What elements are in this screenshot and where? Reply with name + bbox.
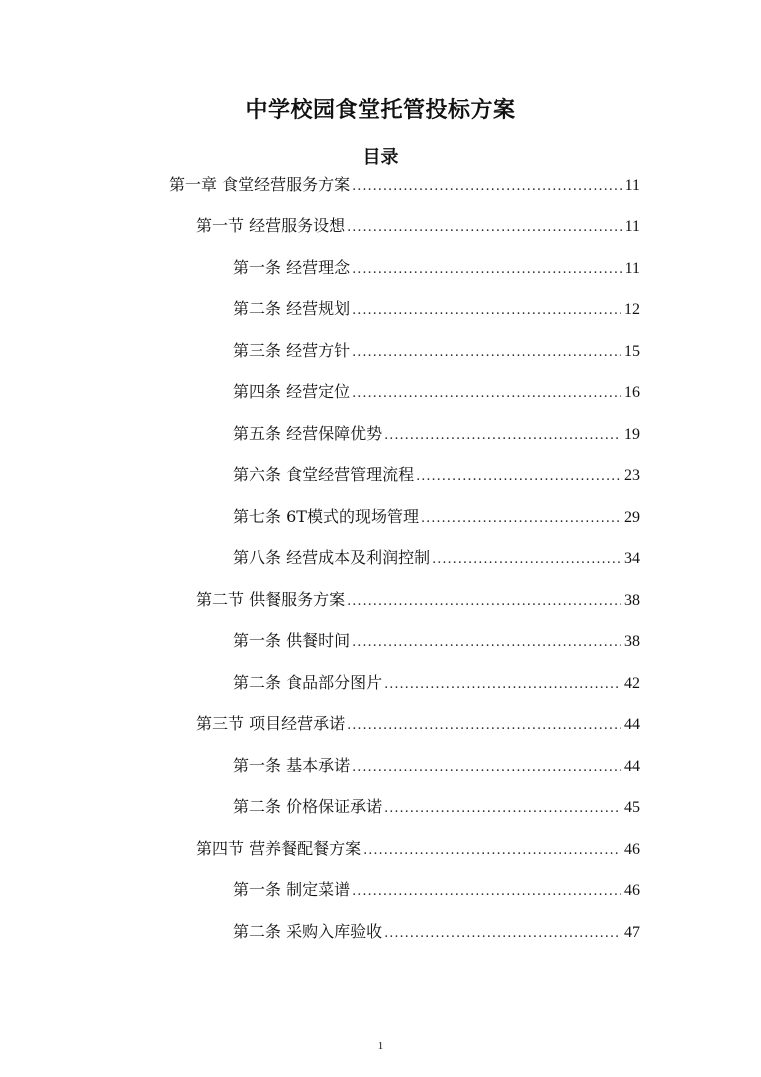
toc-entry-section-1[interactable]	[196, 213, 640, 239]
toc-entry-section-2[interactable]	[196, 587, 640, 613]
toc-entry-label: 第四条 经营定位	[233, 382, 351, 401]
toc-entry-page: 15	[624, 343, 640, 360]
toc-entry-section-3[interactable]	[196, 711, 640, 737]
toc-leader-dots	[347, 589, 621, 615]
toc-entry-page: 38	[624, 633, 640, 650]
toc-entry-label: 第二条 价格保证承诺	[233, 797, 383, 816]
toc-entry-label: 第三条 经营方针	[233, 341, 351, 360]
toc-entry-page: 12	[624, 301, 640, 318]
toc-entry-label: 第四节 营养餐配餐方案	[196, 839, 362, 858]
toc-leader-dots	[352, 174, 622, 200]
toc-entry-page: 34	[624, 550, 640, 567]
toc-entry-chapter-1[interactable]	[169, 172, 640, 198]
toc-entry-article[interactable]	[233, 919, 640, 945]
toc-entry-label: 第三节 项目经营承诺	[196, 714, 346, 733]
toc-leader-dots	[352, 755, 621, 781]
toc-entry-article[interactable]	[233, 753, 640, 779]
toc-leader-dots	[347, 215, 622, 241]
toc-entry-article[interactable]	[233, 338, 640, 364]
toc-entry-label: 第二节 供餐服务方案	[196, 590, 346, 609]
toc-entry-article[interactable]	[233, 545, 640, 571]
toc-entry-page: 46	[624, 841, 640, 858]
toc-entry-page: 19	[624, 426, 640, 443]
toc-entry-article[interactable]	[233, 379, 640, 405]
toc-entry-label: 第一条 制定菜谱	[233, 880, 351, 899]
toc-leader-dots	[421, 506, 621, 532]
toc-entry-article[interactable]	[233, 628, 640, 654]
toc-entry-label: 第二条 经营规划	[233, 299, 351, 318]
toc-entry-article[interactable]	[233, 877, 640, 903]
toc-entry-page: 46	[624, 882, 640, 899]
toc-entry-label: 第一条 供餐时间	[233, 631, 351, 650]
toc-entry-article[interactable]	[233, 670, 640, 696]
toc-entry-label: 第一节 经营服务设想	[196, 216, 346, 235]
toc-entry-label: 第六条 食堂经营管理流程	[233, 465, 415, 484]
toc-entry-article[interactable]	[233, 462, 640, 488]
toc-entry-label: 第七条 6T模式的现场管理	[233, 507, 419, 526]
toc-leader-dots	[384, 423, 621, 449]
toc-entry-page: 23	[624, 467, 640, 484]
toc-entry-page: 16	[624, 384, 640, 401]
toc-entry-page: 42	[624, 675, 640, 692]
toc-entry-article[interactable]	[233, 255, 640, 281]
toc-entry-section-4[interactable]	[196, 836, 640, 862]
toc-entry-page: 29	[624, 509, 640, 526]
toc-leader-dots	[352, 298, 621, 324]
toc-entry-page: 11	[624, 177, 640, 194]
document-title: 中学校园食堂托管投标方案	[245, 98, 516, 123]
toc-leader-dots	[384, 921, 621, 947]
toc-entry-label: 第一章 食堂经营服务方案	[169, 175, 351, 194]
toc-entry-article[interactable]	[233, 421, 640, 447]
page-number: 1	[377, 1040, 384, 1052]
toc-entry-page: 38	[624, 592, 640, 609]
toc-leader-dots	[347, 713, 621, 739]
toc-entry-page: 47	[624, 924, 640, 941]
toc-leader-dots	[416, 464, 621, 490]
toc-entry-label: 第一条 基本承诺	[233, 756, 351, 775]
toc-entry-label: 第二条 采购入库验收	[233, 922, 383, 941]
toc-leader-dots	[432, 547, 621, 573]
toc-entry-article[interactable]	[233, 504, 640, 530]
toc-entry-article[interactable]	[233, 794, 640, 820]
toc-entry-page: 11	[624, 260, 640, 277]
toc-leader-dots	[363, 838, 621, 864]
toc-leader-dots	[384, 796, 621, 822]
toc-entry-page: 44	[624, 758, 640, 775]
toc-leader-dots	[352, 630, 621, 656]
toc-leader-dots	[352, 879, 621, 905]
toc-heading: 目录	[362, 147, 399, 168]
toc-entry-label: 第一条 经营理念	[233, 258, 351, 277]
toc-entry-page: 44	[624, 716, 640, 733]
toc-leader-dots	[352, 257, 622, 283]
toc-entry-page: 45	[624, 799, 640, 816]
toc-entry-label: 第八条 经营成本及利润控制	[233, 548, 431, 567]
toc-entry-label: 第五条 经营保障优势	[233, 424, 383, 443]
toc-entry-label: 第二条 食品部分图片	[233, 673, 383, 692]
toc-leader-dots	[352, 340, 621, 366]
toc-leader-dots	[352, 381, 621, 407]
toc-leader-dots	[384, 672, 621, 698]
toc-entry-page: 11	[624, 218, 640, 235]
toc-entry-article[interactable]	[233, 296, 640, 322]
